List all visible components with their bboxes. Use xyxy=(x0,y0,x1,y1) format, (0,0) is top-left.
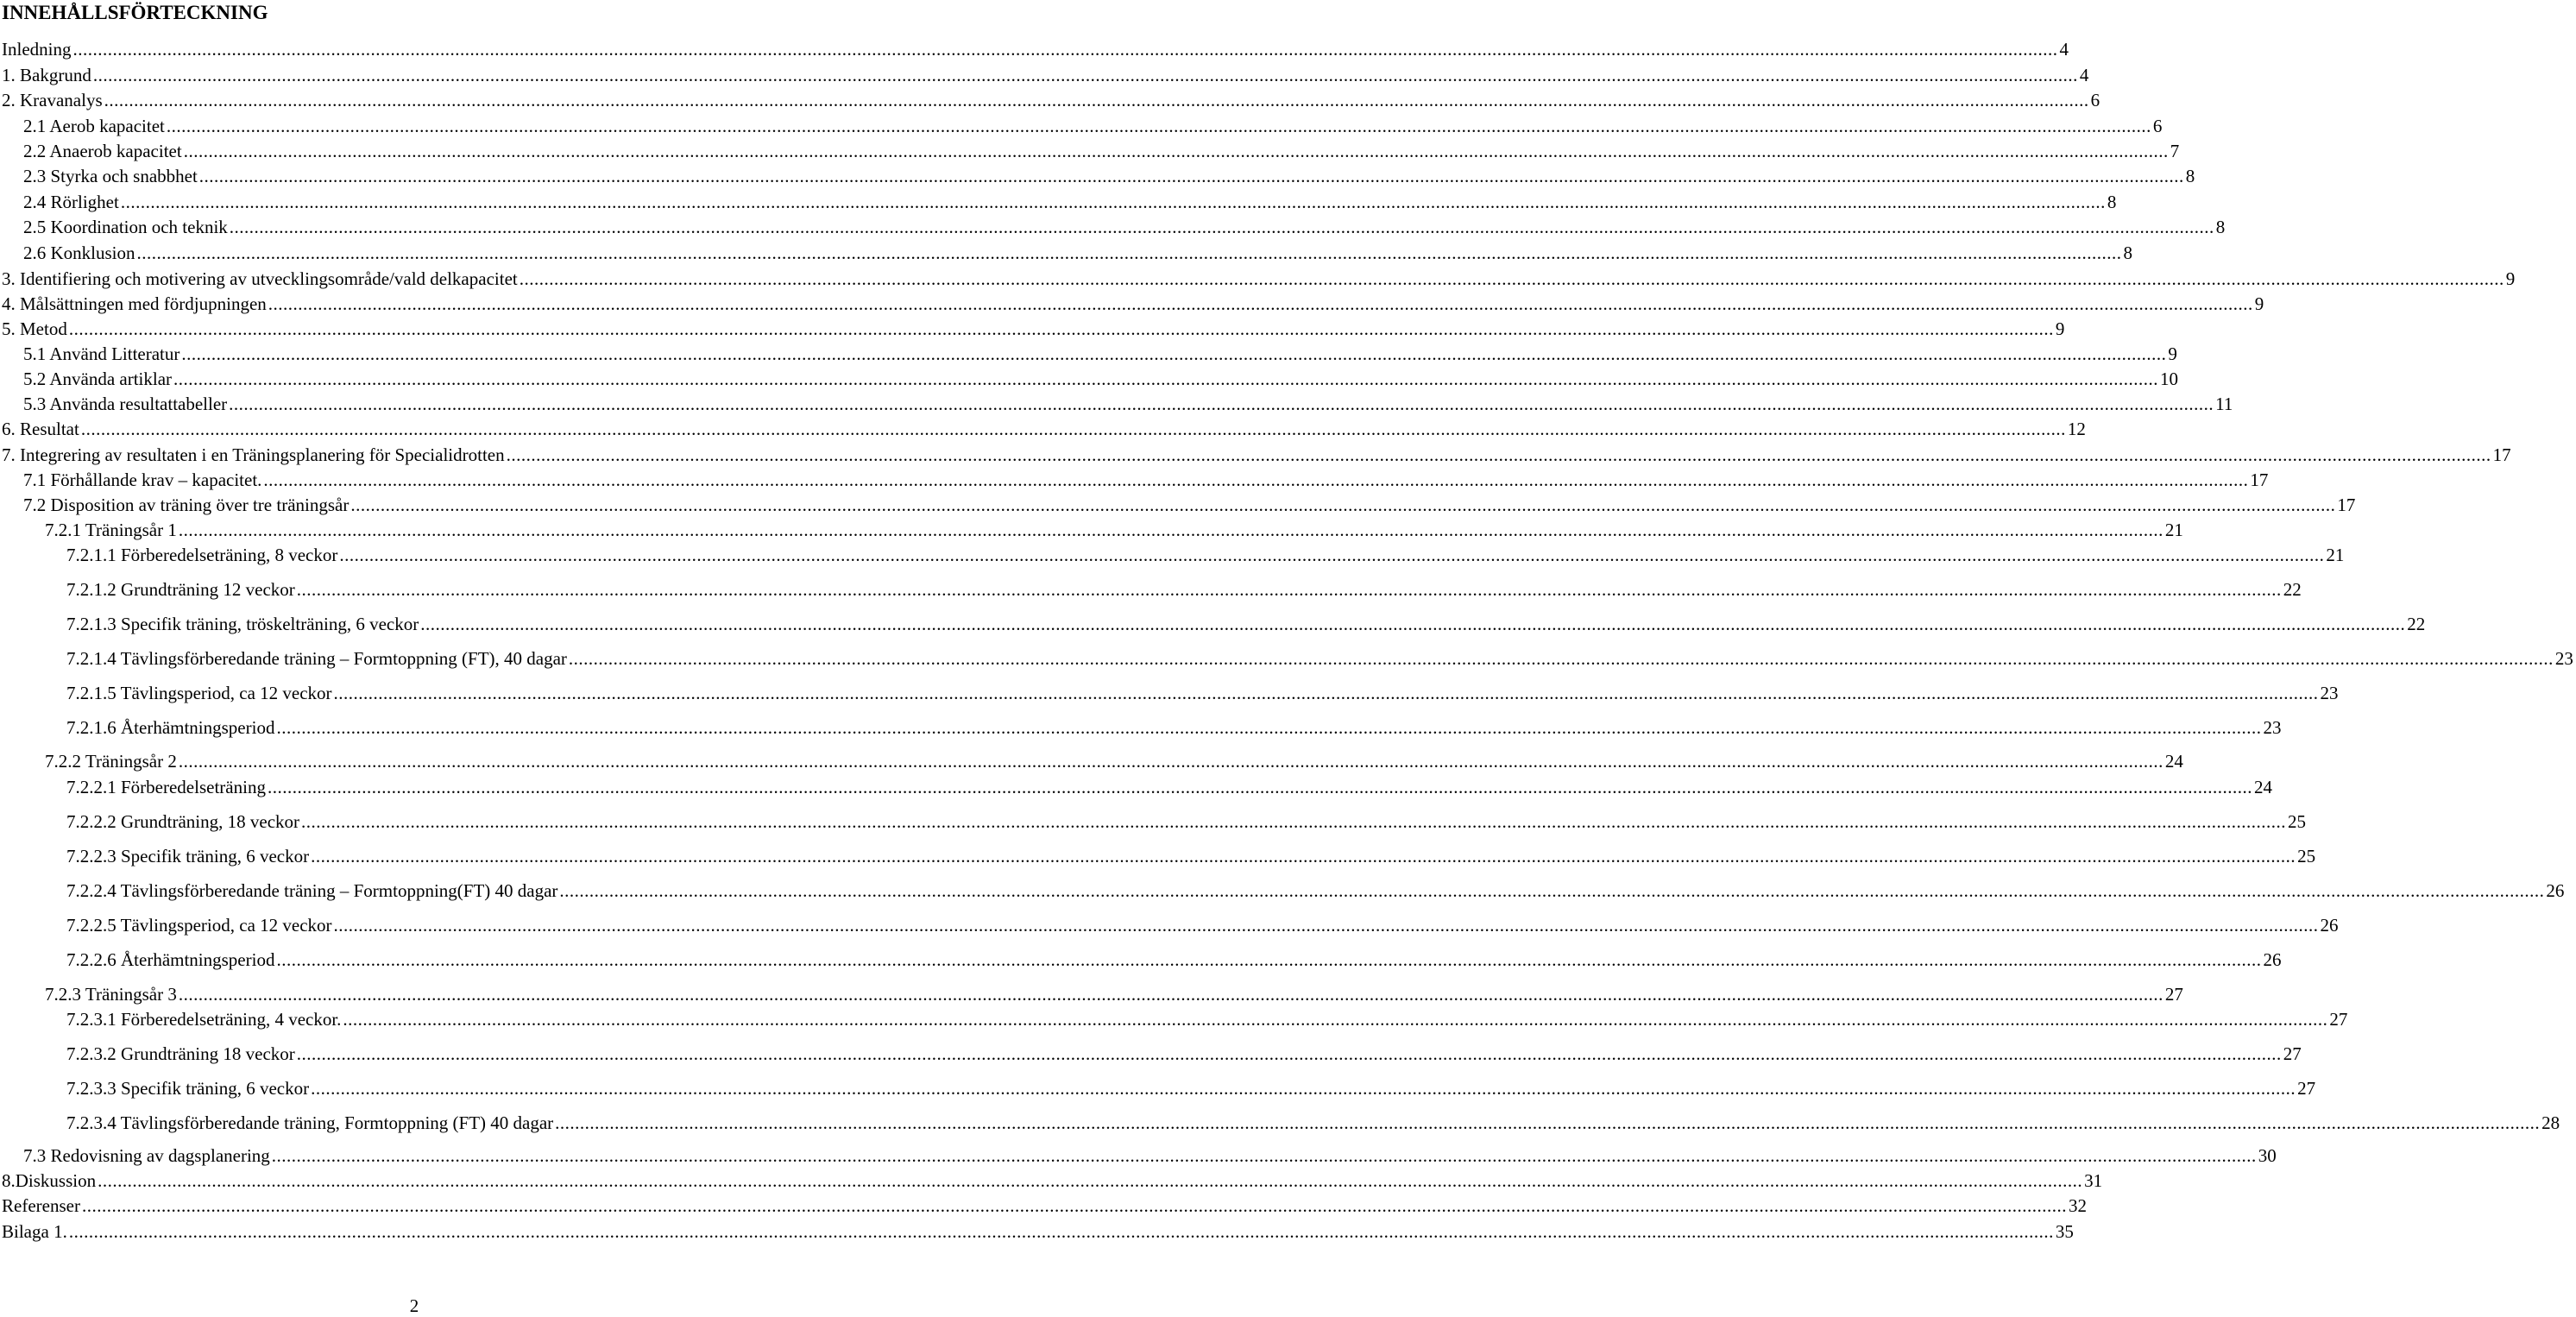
toc-entry[interactable] xyxy=(0,646,2573,670)
toc-entry[interactable] xyxy=(0,517,2183,541)
toc-entry-title: 7.1 Förhållande krav – kapacitet. xyxy=(23,469,262,490)
toc-entry-page: 11 xyxy=(2215,394,2233,414)
dot-leader: ................................................................................................................................................................................................................................................................................................................................................................................................................ xyxy=(568,648,2554,669)
toc-entry-page: 25 xyxy=(2297,846,2316,866)
toc-entry[interactable] xyxy=(0,843,2316,867)
toc-entry-title: 7.2.2.5 Tävlingsperiod, ca 12 veckor xyxy=(66,915,332,936)
toc-entry[interactable] xyxy=(0,680,2339,704)
toc-entry[interactable] xyxy=(0,1041,2302,1065)
toc-entry[interactable] xyxy=(0,316,2065,340)
dot-leader: ................................................................................................................................................................................................................................................................................................................................................................................................................ xyxy=(296,579,2282,600)
toc-entry-title: 5.3 Använda resultattabeller xyxy=(23,394,228,414)
toc-entry-title: 7.2.2 Träningsår 2 xyxy=(45,751,177,772)
toc-entry-page: 23 xyxy=(2263,717,2282,738)
toc-entry-title: 7.2.3.2 Grundträning 18 veckor xyxy=(66,1043,295,1064)
dot-leader: ................................................................................................................................................................................................................................................................................................................................................................................................................ xyxy=(92,65,2078,85)
toc-entry-page: 21 xyxy=(2164,520,2183,540)
toc-entry[interactable] xyxy=(0,391,2233,415)
toc-entry-title: 8.Diskussion xyxy=(2,1170,97,1191)
toc-entry-title: 7. Integrering av resultaten i en Träningsplanering för Specialidrotten xyxy=(2,444,505,465)
toc-entry-page: 27 xyxy=(2329,1009,2348,1030)
toc-entry[interactable] xyxy=(0,542,2345,566)
toc-entry[interactable] xyxy=(0,715,2282,739)
toc-entry[interactable] xyxy=(0,36,2069,60)
toc-entry-title: 7.2.1.5 Tävlingsperiod, ca 12 veckor xyxy=(66,683,332,703)
dot-leader: ................................................................................................................................................................................................................................................................................................................................................................................................................ xyxy=(271,1145,2257,1166)
toc-entry-page: 8 xyxy=(2123,243,2133,263)
dot-leader: ................................................................................................................................................................................................................................................................................................................................................................................................................ xyxy=(311,1078,2296,1099)
toc-entry[interactable] xyxy=(0,163,2195,187)
toc-entry[interactable] xyxy=(0,266,2516,290)
toc-entry[interactable] xyxy=(0,416,2086,440)
toc-entry-title: 7.2.2.4 Tävlingsförberedande träning – Formtoppning(FT) 40 dagar xyxy=(66,880,558,901)
toc-entry-title: 7.2.1.3 Specifik träning, tröskelträning, 6 veckor xyxy=(66,614,419,634)
dot-leader: ................................................................................................................................................................................................................................................................................................................................................................................................................ xyxy=(296,1043,2282,1064)
toc-entry[interactable] xyxy=(0,240,2133,264)
toc-entry[interactable] xyxy=(0,1143,2277,1167)
toc-entry[interactable] xyxy=(0,774,2272,798)
toc-entry-page: 21 xyxy=(2326,545,2345,565)
toc-entry-page: 24 xyxy=(2253,777,2272,797)
dot-leader: ................................................................................................................................................................................................................................................................................................................................................................................................................ xyxy=(267,777,2252,797)
toc-entry-page: 4 xyxy=(2079,65,2089,85)
toc-entry-title: 7.2.2.1 Förberedelseträning xyxy=(66,777,266,797)
toc-entry-page: 28 xyxy=(2541,1112,2560,1133)
toc-entry[interactable] xyxy=(0,214,2226,238)
toc-entry[interactable] xyxy=(0,62,2089,86)
dot-leader: ................................................................................................................................................................................................................................................................................................................................................................................................................ xyxy=(81,1195,2067,1216)
toc-entry[interactable] xyxy=(0,87,2100,111)
toc-entry-title: 5. Metod xyxy=(2,318,67,339)
toc-entry-page: 17 xyxy=(2492,444,2511,465)
toc-entry-title: 4. Målsättningen med fördjupningen xyxy=(2,293,267,314)
toc-entry-title: 6. Resultat xyxy=(2,419,79,439)
toc-entry-title: 7.2.3 Träningsår 3 xyxy=(45,984,177,1005)
toc-entry-page: 23 xyxy=(2554,648,2573,669)
toc-entry-title: 7.2.2.6 Återhämtningsperiod xyxy=(66,949,275,970)
toc-entry-title: 7.2 Disposition av träning över tre träningsår xyxy=(23,495,350,515)
toc-entry-title: Inledning xyxy=(2,39,72,60)
toc-entry[interactable] xyxy=(0,611,2426,635)
toc-entry-title: 3. Identifiering och motivering av utvecklingsområde/vald delkapacitet xyxy=(2,268,518,289)
dot-leader: ................................................................................................................................................................................................................................................................................................................................................................................................................ xyxy=(301,811,2287,832)
toc-entry-title: 2.4 Rörlighet xyxy=(23,192,119,212)
toc-entry-title: 2.2 Anaerob kapacitet xyxy=(23,141,182,161)
page-title: INNEHÅLLSFÖRTECKNING xyxy=(2,2,268,23)
dot-leader: ................................................................................................................................................................................................................................................................................................................................................................................................................ xyxy=(68,318,2054,339)
toc-entry-title: 5.1 Använd Litteratur xyxy=(23,343,180,364)
toc-entry-page: 26 xyxy=(2546,880,2565,901)
dot-leader: ................................................................................................................................................................................................................................................................................................................................................................................................................ xyxy=(104,90,2089,110)
dot-leader: ................................................................................................................................................................................................................................................................................................................................................................................................................ xyxy=(519,268,2504,289)
dot-leader: ................................................................................................................................................................................................................................................................................................................................................................................................................ xyxy=(198,166,2184,186)
dot-leader: ................................................................................................................................................................................................................................................................................................................................................................................................................ xyxy=(350,495,2336,515)
toc-entry[interactable] xyxy=(0,1193,2087,1217)
toc-entry[interactable] xyxy=(0,189,2117,213)
toc-entry-page: 27 xyxy=(2297,1078,2316,1099)
dot-leader: ................................................................................................................................................................................................................................................................................................................................................................................................................ xyxy=(268,293,2253,314)
toc-entry[interactable] xyxy=(0,113,2163,137)
toc-entry-title: 7.2.1.4 Tävlingsförberedande träning – Formtoppning (FT), 40 dagar xyxy=(66,648,567,669)
toc-entry-title: 7.2.2.2 Grundträning, 18 veckor xyxy=(66,811,300,832)
toc-entry[interactable] xyxy=(0,878,2565,902)
dot-leader: ................................................................................................................................................................................................................................................................................................................................................................................................................ xyxy=(98,1170,2083,1191)
toc-entry-page: 26 xyxy=(2263,949,2282,970)
dot-leader: ................................................................................................................................................................................................................................................................................................................................................................................................................ xyxy=(178,520,2163,540)
dot-leader: ................................................................................................................................................................................................................................................................................................................................................................................................................ xyxy=(420,614,2406,634)
toc-entry-page: 25 xyxy=(2288,811,2307,832)
toc-entry[interactable] xyxy=(0,1219,2074,1243)
dot-leader: ................................................................................................................................................................................................................................................................................................................................................................................................................ xyxy=(333,915,2319,936)
toc-entry-page: 8 xyxy=(2107,192,2117,212)
dot-leader: ................................................................................................................................................................................................................................................................................................................................................................................................................ xyxy=(136,243,2122,263)
toc-entry[interactable] xyxy=(0,809,2307,833)
toc-entry-page: 9 xyxy=(2055,318,2065,339)
toc-entry-title: 1. Bakgrund xyxy=(2,65,91,85)
dot-leader: ................................................................................................................................................................................................................................................................................................................................................................................................................ xyxy=(178,984,2163,1005)
toc-entry-page: 6 xyxy=(2152,116,2163,136)
dot-leader: ................................................................................................................................................................................................................................................................................................................................................................................................................ xyxy=(333,683,2319,703)
dot-leader: ................................................................................................................................................................................................................................................................................................................................................................................................................ xyxy=(72,39,2058,60)
toc-entry-title: Referenser xyxy=(2,1195,80,1216)
toc-entry[interactable] xyxy=(0,947,2282,971)
toc-entry[interactable] xyxy=(0,1006,2348,1030)
toc-entry[interactable] xyxy=(0,467,2269,491)
dot-leader: ................................................................................................................................................................................................................................................................................................................................................................................................................ xyxy=(80,419,2066,439)
toc-entry-title: 7.2.1.6 Återhämtningsperiod xyxy=(66,717,275,738)
toc-entry-page: 32 xyxy=(2068,1195,2087,1216)
toc-entry[interactable] xyxy=(0,912,2339,936)
dot-leader: ................................................................................................................................................................................................................................................................................................................................................................................................................ xyxy=(276,949,2262,970)
toc-entry[interactable] xyxy=(0,492,2356,516)
toc-entry-title: 7.3 Redovisning av dagsplanering xyxy=(23,1145,270,1166)
toc-entry-title: 2.6 Konklusion xyxy=(23,243,135,263)
toc-entry-title: Bilaga 1. xyxy=(2,1221,67,1242)
page-number: 2 xyxy=(409,1295,419,1316)
toc-entry-page: 4 xyxy=(2059,39,2069,60)
dot-leader: ................................................................................................................................................................................................................................................................................................................................................................................................................ xyxy=(343,1009,2328,1030)
toc-entry-title: 7.2.1 Träningsår 1 xyxy=(45,520,177,540)
toc-entry-title: 7.2.3.4 Tävlingsförberedande träning, Formtoppning (FT) 40 dagar xyxy=(66,1112,554,1133)
dot-leader: ................................................................................................................................................................................................................................................................................................................................................................................................................ xyxy=(178,751,2163,772)
dot-leader: ................................................................................................................................................................................................................................................................................................................................................................................................................ xyxy=(311,846,2296,866)
toc-entry-page: 22 xyxy=(2407,614,2426,634)
toc-entry[interactable] xyxy=(0,1110,2560,1134)
toc-entry-title: 7.2.1.2 Grundträning 12 veckor xyxy=(66,579,295,600)
dot-leader: ................................................................................................................................................................................................................................................................................................................................................................................................................ xyxy=(506,444,2491,465)
dot-leader: ................................................................................................................................................................................................................................................................................................................................................................................................................ xyxy=(183,141,2169,161)
dot-leader: ................................................................................................................................................................................................................................................................................................................................................................................................................ xyxy=(229,217,2214,237)
toc-entry-title: 7.2.1.1 Förberedelseträning, 8 veckor xyxy=(66,545,338,565)
toc-entry-page: 26 xyxy=(2320,915,2339,936)
toc-entry-page: 27 xyxy=(2283,1043,2302,1064)
toc-entry-page: 22 xyxy=(2283,579,2302,600)
toc-entry[interactable] xyxy=(0,291,2264,315)
toc-entry-page: 9 xyxy=(2254,293,2264,314)
toc-entry-page: 35 xyxy=(2055,1221,2074,1242)
toc-entry[interactable] xyxy=(0,341,2177,365)
toc-entry[interactable] xyxy=(0,748,2183,772)
dot-leader: ................................................................................................................................................................................................................................................................................................................................................................................................................ xyxy=(339,545,2325,565)
dot-leader: ................................................................................................................................................................................................................................................................................................................................................................................................................ xyxy=(276,717,2262,738)
toc-entry-page: 30 xyxy=(2258,1145,2277,1166)
toc-entry-title: 5.2 Använda artiklar xyxy=(23,369,173,389)
dot-leader: ................................................................................................................................................................................................................................................................................................................................................................................................................ xyxy=(229,394,2214,414)
toc-entry-page: 6 xyxy=(2090,90,2100,110)
toc-entry[interactable] xyxy=(0,442,2511,466)
dot-leader: ................................................................................................................................................................................................................................................................................................................................................................................................................ xyxy=(555,1112,2541,1133)
toc-entry[interactable] xyxy=(0,1168,2103,1192)
toc-entry-page: 24 xyxy=(2164,751,2183,772)
toc-entry[interactable] xyxy=(0,577,2302,601)
toc-entry-title: 2.5 Koordination och teknik xyxy=(23,217,228,237)
toc-entry-title: 2. Kravanalys xyxy=(2,90,103,110)
toc-entry-page: 7 xyxy=(2170,141,2180,161)
dot-leader: ................................................................................................................................................................................................................................................................................................................................................................................................................ xyxy=(173,369,2159,389)
toc-entry-page: 10 xyxy=(2160,369,2179,389)
toc-entry-title: 7.2.3.1 Förberedelseträning, 4 veckor. xyxy=(66,1009,342,1030)
toc-entry-page: 27 xyxy=(2164,984,2183,1005)
toc-entry[interactable] xyxy=(0,981,2183,1005)
dot-leader: ................................................................................................................................................................................................................................................................................................................................................................................................................ xyxy=(559,880,2545,901)
toc-entry[interactable] xyxy=(0,138,2180,162)
dot-leader: ................................................................................................................................................................................................................................................................................................................................................................................................................ xyxy=(263,469,2249,490)
dot-leader: ................................................................................................................................................................................................................................................................................................................................................................................................................ xyxy=(181,343,2167,364)
dot-leader: ................................................................................................................................................................................................................................................................................................................................................................................................................ xyxy=(166,116,2151,136)
toc-entry-page: 17 xyxy=(2337,495,2356,515)
toc-entry-page: 12 xyxy=(2067,419,2086,439)
toc-entry-page: 9 xyxy=(2505,268,2516,289)
toc-entry-page: 8 xyxy=(2215,217,2226,237)
toc-entry-page: 23 xyxy=(2320,683,2339,703)
toc-entry-page: 31 xyxy=(2084,1170,2103,1191)
toc-entry-title: 7.2.2.3 Specifik träning, 6 veckor xyxy=(66,846,310,866)
toc-entry-title: 7.2.3.3 Specifik träning, 6 veckor xyxy=(66,1078,310,1099)
toc-entry[interactable] xyxy=(0,1075,2316,1100)
toc-entry-title: 2.1 Aerob kapacitet xyxy=(23,116,165,136)
dot-leader: ................................................................................................................................................................................................................................................................................................................................................................................................................ xyxy=(68,1221,2054,1242)
toc-entry-page: 8 xyxy=(2185,166,2195,186)
toc-entry-page: 9 xyxy=(2168,343,2177,364)
toc-entry[interactable] xyxy=(0,366,2179,390)
toc-entry-page: 17 xyxy=(2250,469,2269,490)
toc-entry-title: 2.3 Styrka och snabbhet xyxy=(23,166,198,186)
dot-leader: ................................................................................................................................................................................................................................................................................................................................................................................................................ xyxy=(120,192,2106,212)
